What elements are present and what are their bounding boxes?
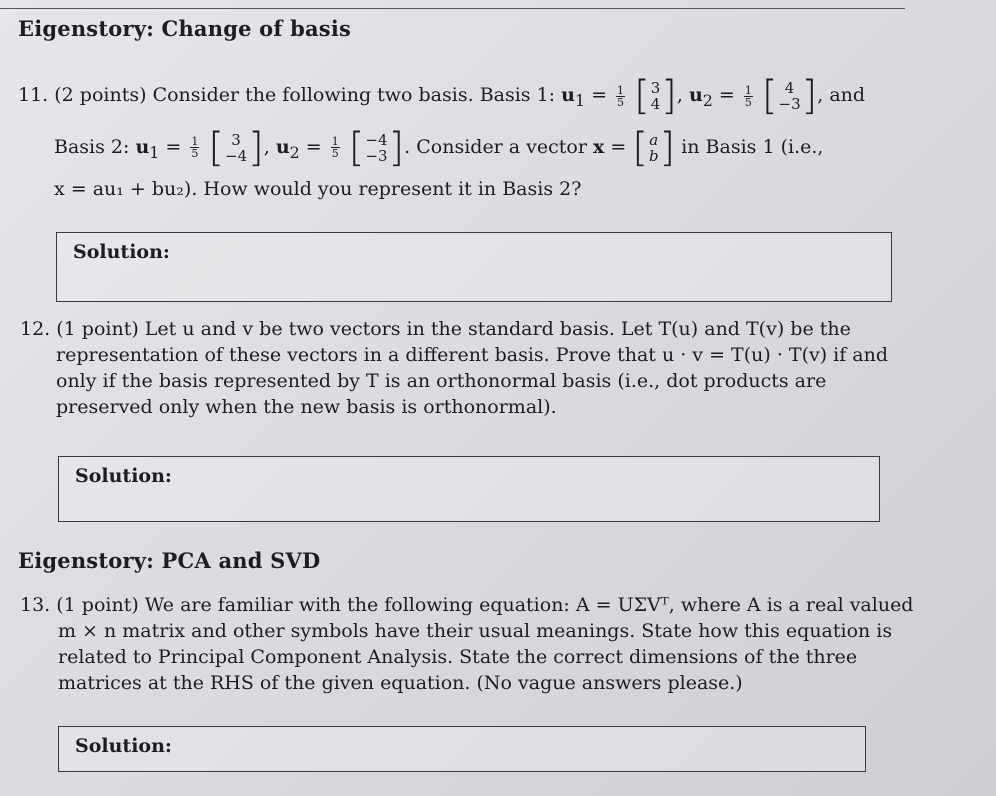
solution-label: Solution: [75,465,172,487]
problem-11-lead: Consider the following two basis. [152,84,474,106]
problem-11-points: (2 points) [54,84,147,106]
section-title-pca-svd: Eigenstory: PCA and SVD [18,548,321,573]
vector-x-matrix: [ a b ] [632,124,676,171]
problem-12-number: 12. [20,318,51,340]
in-basis1-text: in Basis 1 (i.e., [681,135,824,158]
and-word: and [829,84,866,106]
problem-13-text: (1 point) We are familiar with the following equation: A = UΣVᵀ, where A is a real valued m × n matrix and other symbols have their usual meanings. State how this equation is related to Principal Component Analysis. State the correct dimensions of the three matrices at the RHS of the given equation. (No vague answers please.) [56,594,914,694]
problem-12-text: (1 point) Let u and v be two vectors in the standard basis. Let T(u) and T(v) be the representation of these vectors in a different basis. Prove that u · v = T(u) · T(v) if and only if the basis represented by T is an orthonormal basis (i.e., dot products are preserved only when the new basis is orthonormal). [56,318,889,418]
solution-box-11[interactable] [56,232,892,302]
basis1-u1-matrix: [ 3 4 ] [634,73,677,119]
problem-11-line2: Basis 2: $u_1$ = $\frac{1}{5}$ [ 3 −4 ] , $u_2$ = $\frac{1}{5}$ [ −4 −3 ] . Consider a vector x = [ a b ] in Basis 1 (i.e., [18,124,908,176]
fraction: $\frac{1}{5}$ [744,83,752,109]
problem-11-number: 11. [18,84,49,106]
problem-13 [20,592,914,696]
basis2-label: Basis 2: [54,135,130,158]
section-title-change-of-basis: Eigenstory: Change of basis [18,16,352,41]
fraction: $\frac{1}{5}$ [331,135,339,161]
problem-11-line1: 11. (2 points) Consider the following two basis. Basis 1: $u_1$ = $\frac{1}{5}$ [ 3 4 ] , $u_2$ = $\frac{1}{5}$ [ 4 −3 ] , and [18,73,866,119]
problem-13-number: 13. [20,594,51,616]
top-rule [0,0,905,9]
basis2-u2-matrix: [ −4 −3 ] [348,124,405,171]
consider-vector-text: Consider a vector [416,135,587,158]
fraction: $\frac{1}{5}$ [617,83,625,109]
problem-12 [20,316,926,420]
problem-11-tail: x = au₁ + bu₂). How would you represent it in Basis 2? [54,177,582,200]
basis2-u1-matrix: [ 3 −4 ] [208,124,264,171]
fraction: $\frac{1}{5}$ [191,135,199,161]
solution-box-12[interactable] [58,456,880,522]
solution-label: Solution: [73,241,170,263]
basis1-label: Basis 1: [479,84,556,106]
basis1-u2-matrix: [ 4 −3 ] [761,73,818,119]
solution-label: Solution: [75,735,172,757]
solution-box-13[interactable] [58,726,866,772]
problem-11 [18,72,908,202]
